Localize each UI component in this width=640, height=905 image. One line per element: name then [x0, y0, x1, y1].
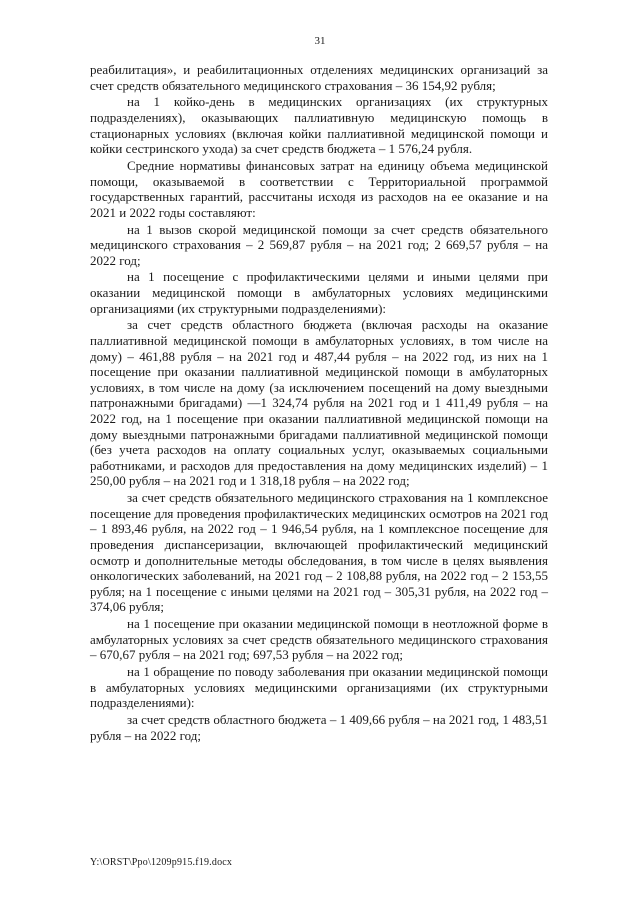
- paragraph: на 1 вызов скорой медицинской помощи за счет средств обязательного медицинского страхования – 2 569,87 рубля – на 2021 год; 2 669,57 рубля – на 2022 год;: [90, 221, 548, 268]
- paragraph: Средние нормативы финансовых затрат на единицу объема медицинской помощи, оказываемой в соответствии с Территориальной программой государственных гарантий, рассчитаны исходя из расходов на ее оказание и на 2021 и 2022 годы составляют:: [90, 157, 548, 220]
- paragraph: за счет средств областного бюджета (включая расходы на оказание паллиативной медицинской помощи в амбулаторных условиях, в том числе на дому) – 461,88 рубля – на 2021 год и 487,44 рубля – на 2022 год, из них на 1 посещение при оказании паллиативной медицинской помощи в амбулаторных условиях, в том числе на дому (за исключением посещений на дому выездными патронажными бригадами) —1 324,74 рубля на 2021 год и 1 411,49 рубля – на 2022 год, на 1 посещение при оказании паллиативной медицинской помощи на дому выездными патронажными бригадами паллиативной медицинской помощи (без учета расходов на оплату социальных услуг, оказываемых социальными работниками, и расходов для предоставления на дому медицинских изделий) – 1 250,00 рубля – на 2021 год и 1 318,18 рубля – на 2022 год;: [90, 317, 548, 489]
- paragraph: на 1 койко-день в медицинских организациях (их структурных подразделениях), оказывающих паллиативную медицинскую помощь в стационарных условиях (включая койки паллиативной медицинской помощи и койки сестринского ухода) за счет средств бюджета – 1 576,24 рубля.: [90, 94, 548, 157]
- paragraph: за счет средств областного бюджета – 1 409,66 рубля – на 2021 год, 1 483,51 рубля – на 2022 год;: [90, 712, 548, 743]
- paragraph: на 1 обращение по поводу заболевания при оказании медицинской помощи в амбулаторных условиях медицинскими организациями (их структурными подразделениями):: [90, 664, 548, 711]
- paragraph: за счет средств обязательного медицинского страхования на 1 комплексное посещение для проведения профилактических медицинских осмотров на 2021 год – 1 893,46 рубля, на 2022 год – 1 946,54 рубля, на 1 комплексное посещение для проведения диспансеризации, включающей профилактический медицинский осмотр и дополнительные методы обследования, в том числе в целях выявления онкологических заболеваний, на 2021 год – 2 108,88 рубля, на 2022 год – 2 153,55 рубля; на 1 посещение с иными целями на 2021 год – 305,31 рубля, на 2022 год – 374,06 рубля;: [90, 490, 548, 615]
- paragraph: на 1 посещение при оказании медицинской помощи в неотложной форме в амбулаторных условиях за счет средств обязательного медицинского страхования – 670,67 рубля – на 2021 год; 697,53 рубля – на 2022 год;: [90, 616, 548, 663]
- paragraph: на 1 посещение с профилактическими целями и иными целями при оказании медицинской помощи в амбулаторных условиях медицинскими организациями (их структурными подразделениями):: [90, 269, 548, 316]
- paragraph: реабилитация», и реабилитационных отделениях медицинских организаций за счет средств обязательного медицинского страхования – 36 154,92 рубля;: [90, 62, 548, 93]
- document-body: [90, 62, 548, 744]
- file-path-footer: Y:\ORST\Ppo\1209p915.f19.docx: [90, 857, 233, 868]
- page-number: 31: [314, 35, 326, 47]
